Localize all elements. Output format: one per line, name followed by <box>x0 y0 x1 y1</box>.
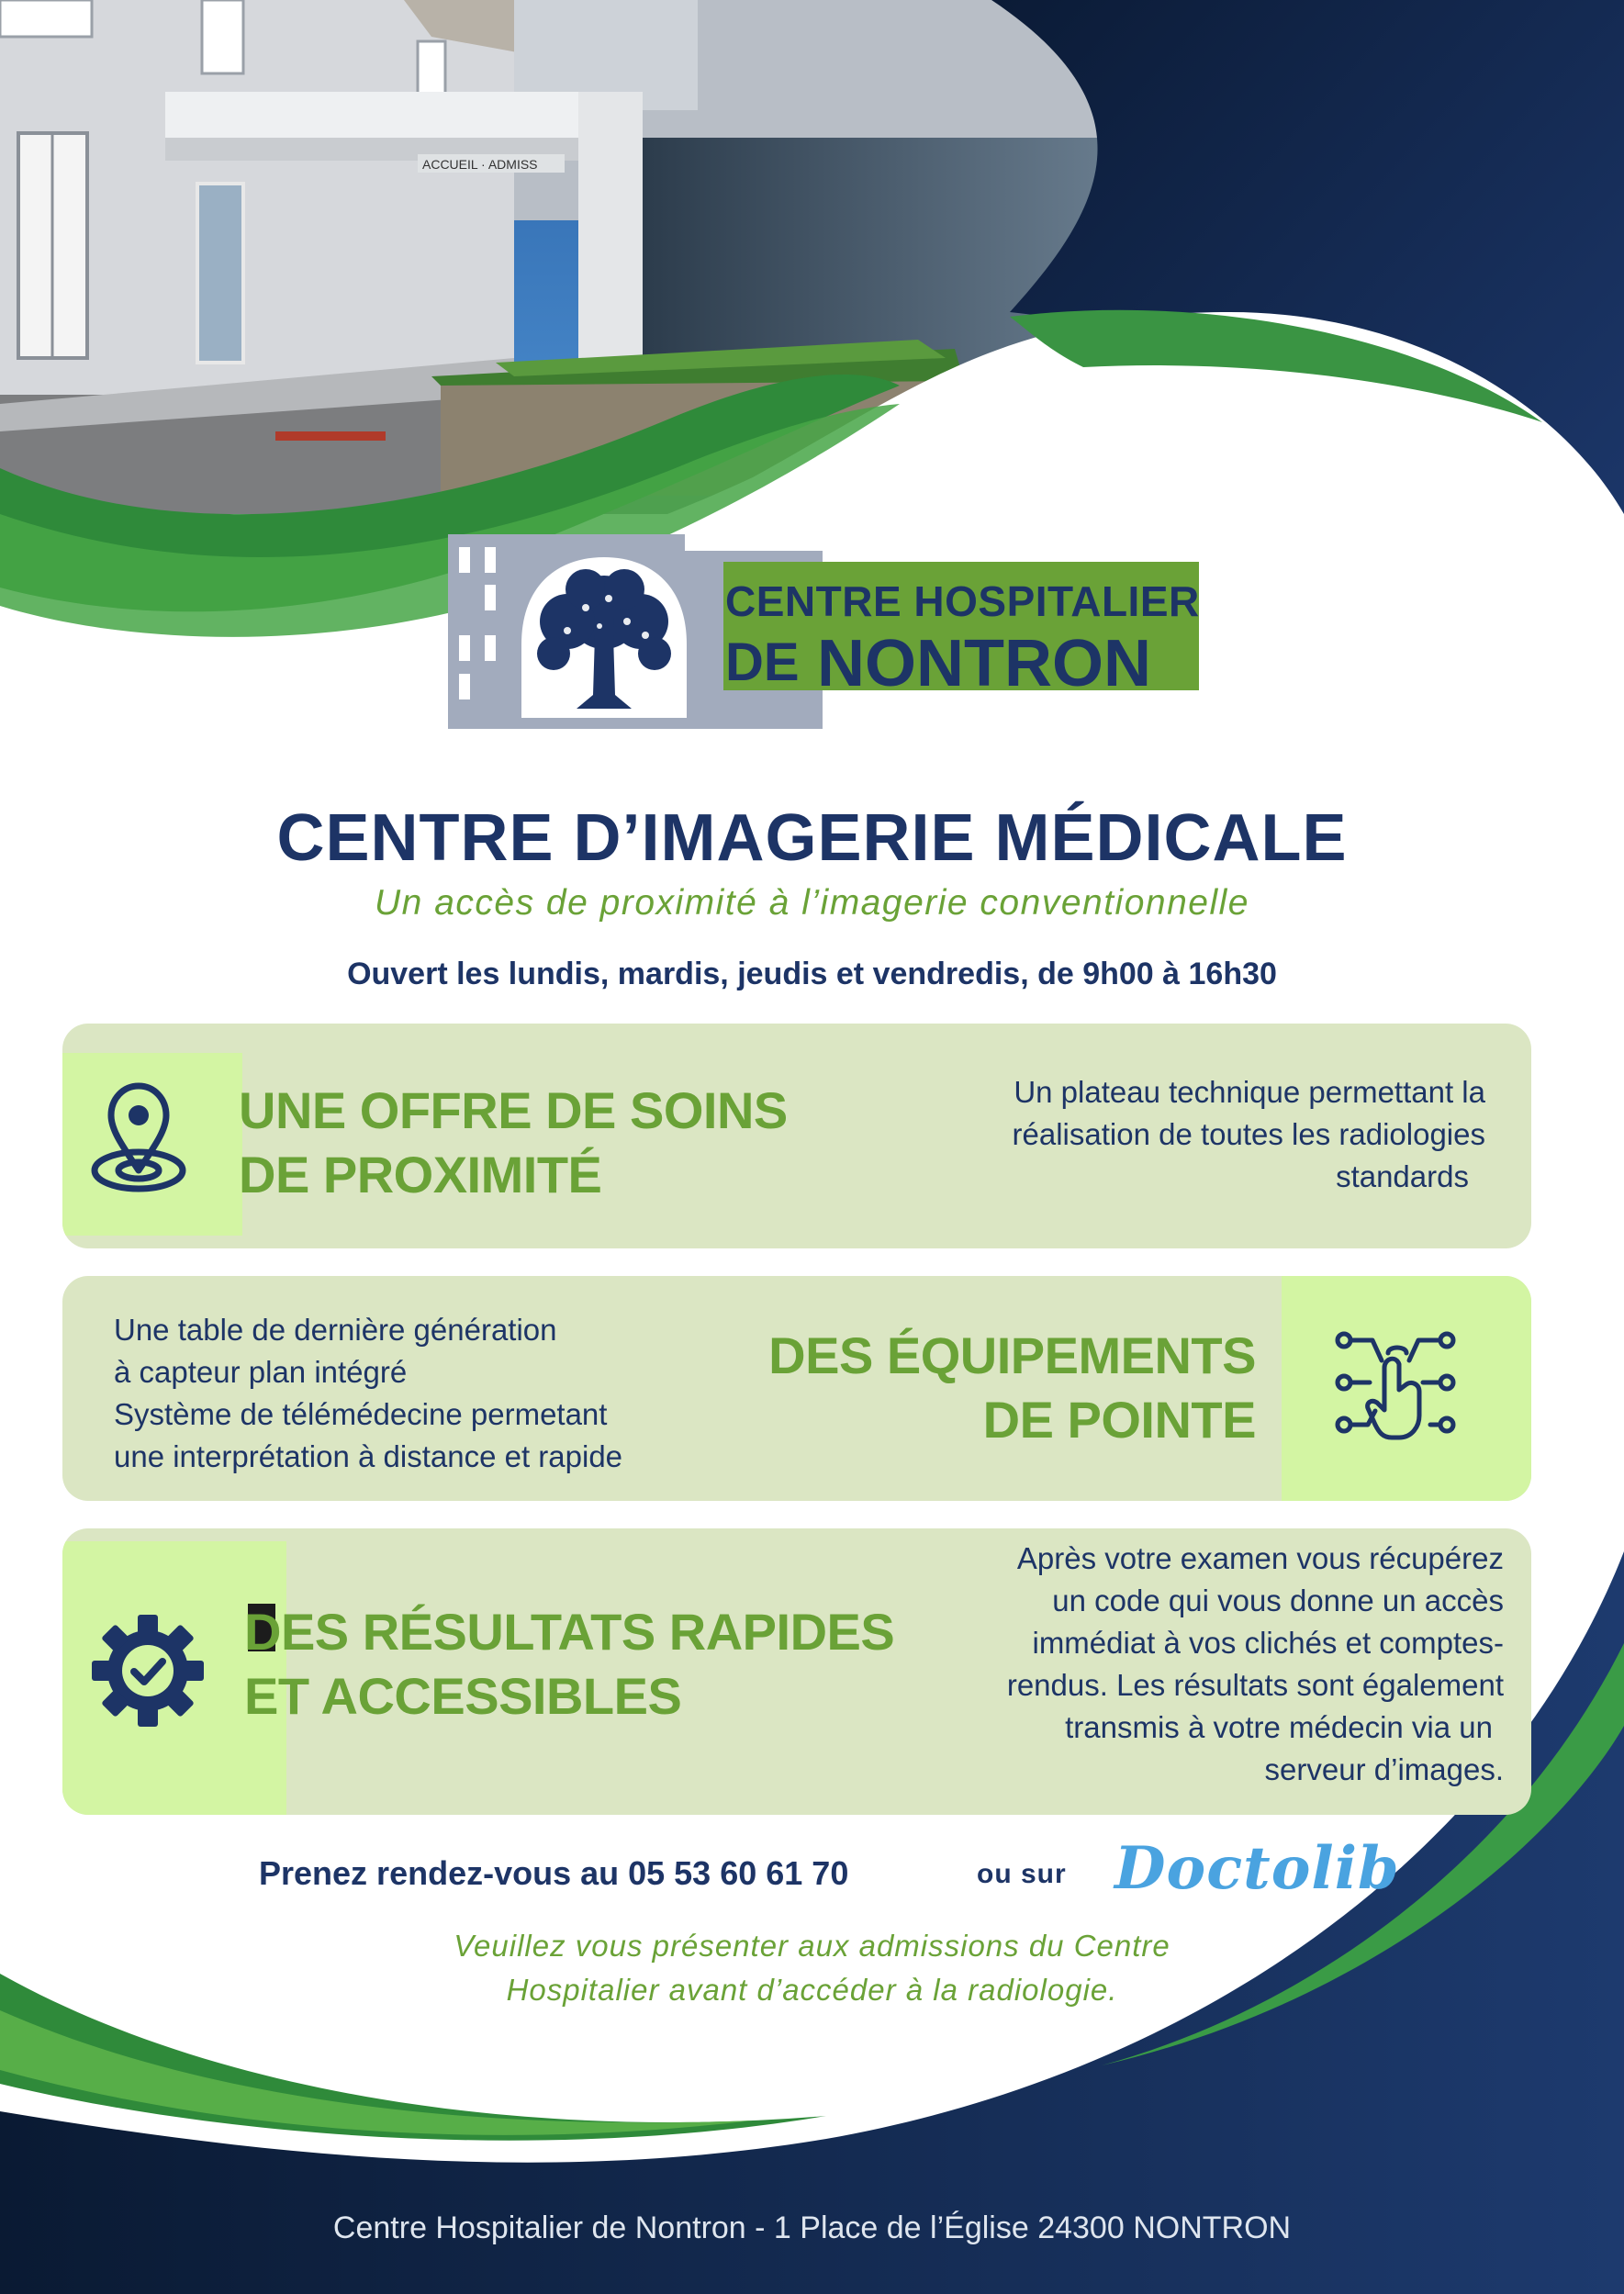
card-heading <box>239 1079 788 1207</box>
card-body <box>1007 1538 1504 1791</box>
appointment-phone: Prenez rendez-vous au 05 53 60 61 70 <box>259 1854 849 1892</box>
page-title: CENTRE D’IMAGERIE MÉDICALE <box>276 801 1348 875</box>
card-body-line: Une table de dernière génération <box>114 1313 557 1347</box>
card-body-line: réalisation de toutes les radiologies <box>1012 1117 1485 1151</box>
card-body-line: transmis à votre médecin via un <box>1065 1710 1493 1744</box>
gear-check-icon <box>90 1613 206 1729</box>
card-heading-line: DE PROXIMITÉ <box>239 1146 602 1203</box>
card-body-line: serveur d’images. <box>1264 1752 1504 1786</box>
card-heading-line: DES RÉSULTATS RAPIDES <box>244 1603 895 1661</box>
photo-sign-text: ACCUEIL · ADMISS <box>422 157 538 172</box>
card-heading <box>244 1600 894 1729</box>
note-line: Veuillez vous présenter aux admissions du Centre <box>454 1929 1170 1963</box>
card-body-line: Après votre examen vous récupérez <box>1016 1541 1504 1575</box>
footer-address: Centre Hospitalier de Nontron - 1 Place de l’Église 24300 NONTRON <box>332 2210 1292 2245</box>
card-proximity <box>62 1024 1531 1248</box>
card-heading-line: DES ÉQUIPEMENTS <box>768 1326 1256 1384</box>
card-body-line: à capteur plan intégré <box>114 1355 408 1389</box>
card-body-line: Système de télémédecine permetant <box>114 1397 608 1431</box>
card-body-line: rendus. Les résultats sont également <box>1006 1668 1504 1702</box>
appointment-or-label: ou sur <box>977 1859 1067 1889</box>
card-results <box>62 1528 1531 1815</box>
card-body-line: immédiat à vos clichés et comptes- <box>1032 1626 1504 1660</box>
card-body-line: une interprétation à distance et rapide <box>114 1439 623 1473</box>
logo-line-2-prefix: DE <box>725 632 800 692</box>
card-body-line: un code qui vous donne un accès <box>1052 1583 1504 1617</box>
touch-network-icon <box>1331 1324 1460 1443</box>
location-pin-icon <box>88 1079 189 1198</box>
card-heading-line: ET ACCESSIBLES <box>244 1667 682 1725</box>
logo-line-2-name: NONTRON <box>817 627 1151 700</box>
card-body-line: standards <box>1336 1159 1469 1193</box>
opening-hours: Ouvert les lundis, mardis, jeudis et vendredis, de 9h00 à 16h30 <box>347 957 1277 991</box>
card-equipment <box>62 1276 1531 1501</box>
card-heading-line: DE POINTE <box>982 1391 1256 1449</box>
card-heading-line: UNE OFFRE DE SOINS <box>239 1081 788 1139</box>
doctolib-link[interactable]: Doctolib <box>1114 1834 1400 1903</box>
card-heading <box>768 1324 1256 1452</box>
admissions-note <box>0 1924 1624 2012</box>
card-body <box>114 1309 622 1478</box>
card-body-line: Un plateau technique permettant la <box>1014 1075 1485 1109</box>
note-line: Hospitalier avant d’accéder à la radiologie. <box>506 1973 1118 2007</box>
logo-line-1: CENTRE HOSPITALIER <box>725 577 1200 625</box>
card-body <box>1013 1071 1485 1198</box>
page-subtitle: Un accès de proximité à l’imagerie conventionnelle <box>375 883 1249 923</box>
